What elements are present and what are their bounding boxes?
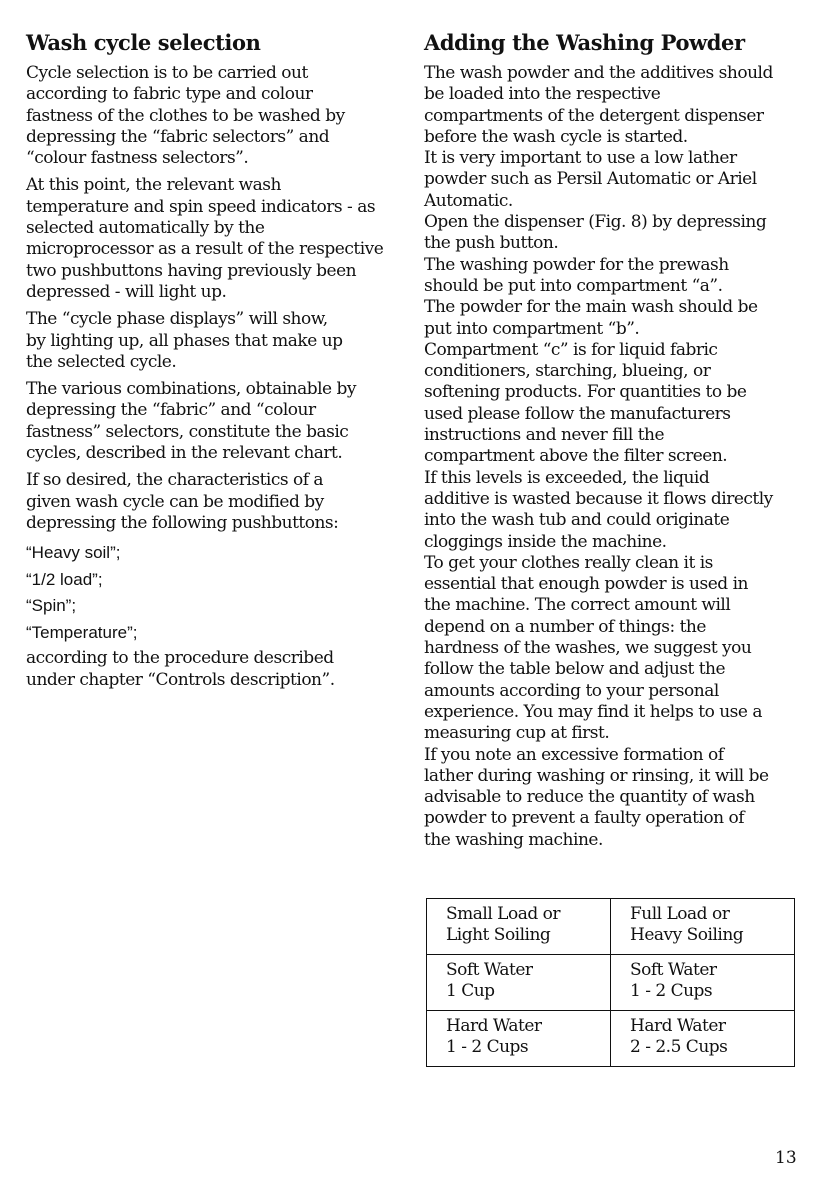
text-line: Cycle selection is to be carried out [26, 63, 308, 83]
text-line: into the wash tub and could originate [424, 510, 730, 531]
page-number: 13 [775, 1148, 797, 1168]
text-line: The washing powder for the prewash [424, 254, 729, 275]
text-line: before the wash cycle is started. [424, 126, 688, 147]
text-line: compartments of the detergent dispenser [424, 105, 764, 126]
table-row [427, 899, 795, 955]
text-line: by lighting up, all phases that make up [26, 330, 343, 351]
text-line: It is very important to use a low lather [424, 148, 737, 169]
text-line: cloggings inside the machine. [424, 531, 667, 552]
adding-washing-powder-section [424, 30, 802, 851]
cell-line: Hard Water [630, 1016, 726, 1036]
cell-line: Small Load or [446, 904, 560, 924]
text-line: should be put into compartment “a”. [424, 275, 723, 296]
cell-line: Hard Water [446, 1016, 542, 1036]
text-line: The “cycle phase displays” will show, [26, 309, 328, 330]
text-line: used please follow the manufacturers [424, 403, 731, 424]
text-line: powder such as Persil Automatic or Ariel [424, 169, 757, 190]
text-line: selected automatically by the [26, 218, 265, 239]
text-line: Compartment “c” is for liquid fabric [424, 339, 718, 360]
cell-line: 1 - 2 Cups [630, 981, 713, 1001]
wash-cycle-selection-heading: Wash cycle selection [26, 30, 261, 55]
text-line: The powder for the main wash should be [424, 297, 758, 318]
text-line: according to fabric type and colour [26, 84, 313, 105]
text-line: To get your clothes really clean it is [424, 552, 713, 573]
pushbutton-name: “Spin”; [26, 596, 77, 616]
table-cell [611, 955, 795, 1011]
pushbutton-list [26, 540, 404, 646]
text-line: follow the table below and adjust the [424, 659, 726, 680]
cell-line: 2 - 2.5 Cups [630, 1037, 728, 1057]
text-line: given wash cycle can be modified by [26, 491, 324, 512]
cell-line: Soft Water [446, 960, 533, 980]
text-line: depressing the “fabric selectors” and [26, 126, 330, 147]
cell-line: 1 - 2 Cups [446, 1037, 529, 1057]
text-line: advisable to reduce the quantity of wash [424, 787, 755, 808]
paragraph [26, 63, 404, 169]
text-line: under chapter “Controls description”. [26, 669, 335, 690]
wash-cycle-paragraphs [26, 63, 404, 534]
text-line: experience. You may find it helps to use a [424, 701, 762, 722]
cell-line: Light Soiling [446, 925, 551, 945]
pushbutton-name: “Temperature”; [26, 622, 138, 642]
text-line: according to the procedure described [26, 648, 334, 669]
text-line: compartment above the filter screen. [424, 446, 728, 467]
text-line: depressed - will light up. [26, 281, 227, 302]
table-cell [611, 1011, 795, 1067]
text-line: the washing machine. [424, 829, 603, 850]
text-line: measuring cup at first. [424, 723, 610, 744]
text-line: cycles, described in the relevant chart. [26, 443, 343, 464]
paragraph [26, 175, 404, 303]
cell-line: Heavy Soiling [630, 925, 744, 945]
text-line: The wash powder and the additives should [424, 63, 773, 83]
text-line: depressing the following pushbuttons: [26, 512, 339, 533]
wash-cycle-selection-section [26, 30, 404, 691]
text-line: put into compartment “b”. [424, 318, 640, 339]
text-line: “colour fastness selectors”. [26, 148, 249, 169]
text-line: powder to prevent a faulty operation of [424, 808, 745, 829]
text-line: additive is wasted because it flows directly [424, 488, 773, 509]
text-line: If so desired, the characteristics of a [26, 470, 324, 491]
table-cell [611, 899, 795, 955]
cell-line: 1 Cup [446, 981, 495, 1001]
text-line: conditioners, starching, blueing, or [424, 361, 711, 382]
paragraph [26, 379, 404, 464]
table-cell [427, 955, 611, 1011]
text-line: two pushbuttons having previously been [26, 260, 357, 281]
table-row [427, 955, 795, 1011]
text-line: At this point, the relevant wash [26, 175, 281, 196]
washing-powder-body [424, 63, 802, 851]
text-line: fastness of the clothes to be washed by [26, 105, 345, 126]
text-line: depressing the “fabric” and “colour [26, 400, 316, 421]
paragraph [26, 470, 404, 534]
cell-line: Soft Water [630, 960, 717, 980]
text-line: softening products. For quantities to be [424, 382, 747, 403]
table-row [427, 1011, 795, 1067]
text-line: depend on a number of things: the [424, 616, 706, 637]
text-line: the machine. The correct amount will [424, 595, 731, 616]
text-line: the selected cycle. [26, 351, 177, 372]
text-line: lather during washing or rinsing, it will be [424, 765, 769, 786]
text-line: essential that enough powder is used in [424, 574, 748, 595]
paragraph [26, 309, 404, 373]
pushbutton-name: “Heavy soil”; [26, 543, 121, 563]
text-line: instructions and never fill the [424, 425, 665, 446]
text-line: Open the dispenser (Fig. 8) by depressing [424, 212, 767, 233]
text-line: fastness” selectors, constitute the basic [26, 421, 349, 442]
text-line: be loaded into the respective [424, 84, 661, 105]
text-line: hardness of the washes, we suggest you [424, 638, 752, 659]
text-line: amounts according to your personal [424, 680, 719, 701]
adding-washing-powder-heading: Adding the Washing Powder [424, 30, 745, 55]
text-line: If you note an excessive formation of [424, 744, 724, 765]
dosage-table [426, 898, 795, 1067]
cell-line: Full Load or [630, 904, 730, 924]
table-cell [427, 899, 611, 955]
text-line: If this levels is exceeded, the liquid [424, 467, 710, 488]
text-line: microprocessor as a result of the respective [26, 239, 384, 260]
pushbutton-name: “1/2 load”; [26, 569, 103, 589]
closing-paragraph [26, 648, 404, 691]
text-line: The various combinations, obtainable by [26, 379, 357, 400]
text-line: the push button. [424, 233, 559, 254]
table-cell [427, 1011, 611, 1067]
text-line: Automatic. [424, 190, 513, 211]
text-line: temperature and spin speed indicators - as [26, 196, 376, 217]
